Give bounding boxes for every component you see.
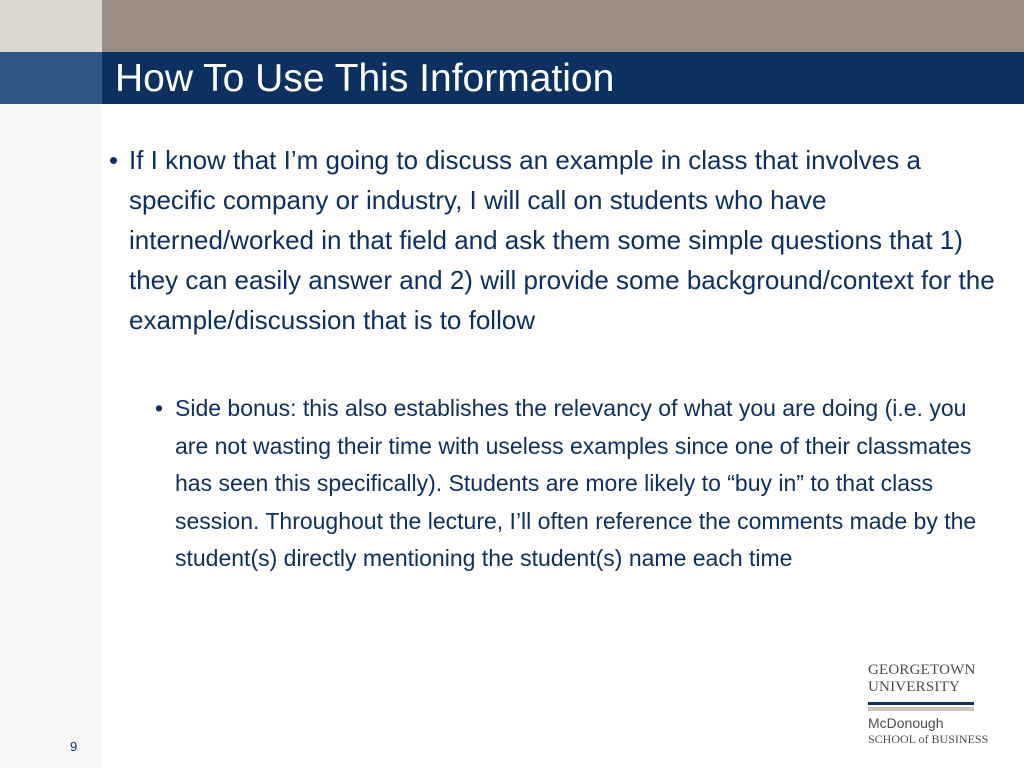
bullet-marker: • [155,395,164,421]
bullet-item-primary [109,140,1014,340]
bullet-text-secondary: Side bonus: this also establishes the relevancy of what you are doing (i.e. you are not wasting their time with useless examples since one of their classmates has seen this specifically). Students are more likely to “buy in” to that class session. Throughout the lecture, I’ll often reference the comments made by the student(s) directly mentioning the student(s) name each time [175,395,977,571]
logo-divider-navy [868,702,974,705]
logo-line-university: UNIVERSITY [868,679,960,695]
bullet-marker: • [109,145,119,175]
bullet-item-secondary [155,390,1000,578]
georgetown-mcdonough-logo [868,662,989,746]
logo-divider-gray [868,707,974,711]
title-accent [0,52,102,104]
logo-line-mcdonough: McDonough [868,715,944,731]
page-number: 9 [70,739,78,754]
logo-line-school-of-business: SCHOOL of BUSINESS [868,732,989,746]
left-strip [0,52,102,768]
top-band [0,0,1024,52]
top-band-left-panel [0,0,102,52]
logo-line-georgetown: GEORGETOWN [868,662,976,678]
slide-title: How To Use This Information [115,57,615,100]
bullet-text-primary: If I know that I’m going to discuss an example in class that involves a specific company or industry, I will call on students who have interned/worked in that field and ask them some simple questions that 1) they can easily answer and 2) will provide some background/context for the example/discussion that is to follow [129,145,995,335]
